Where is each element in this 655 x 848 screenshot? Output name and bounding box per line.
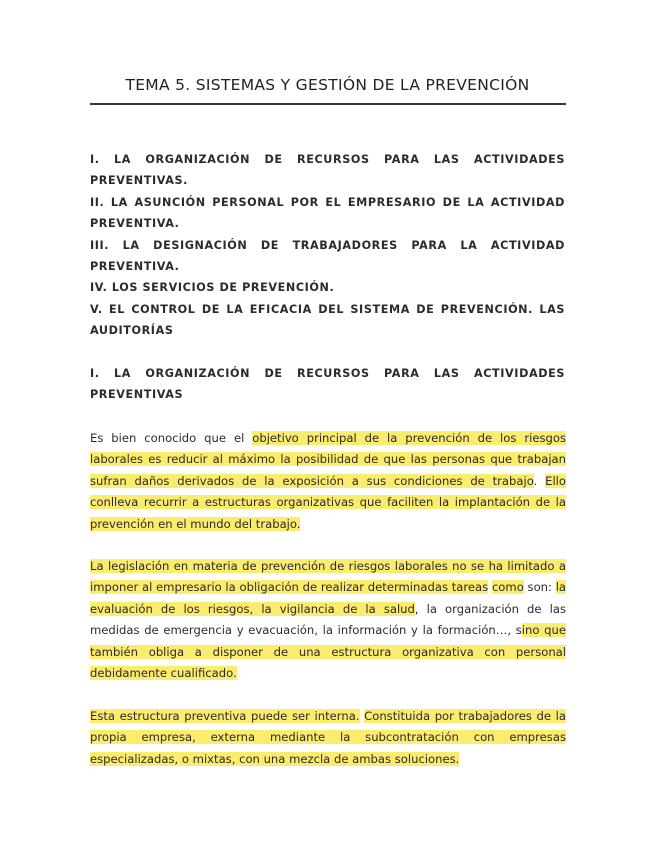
highlighted-text: ino que también obliga a disponer de una estructura organizativa con personal debidamente cualificado. (90, 623, 566, 681)
toc-item: I. LA ORGANIZACIÓN DE RECURSOS PARA LAS ACTIVIDADES PREVENTIVAS. (90, 153, 565, 188)
toc-item: V. EL CONTROL DE LA EFICACIA DEL SISTEMA DE PREVENCIÓN. LAS AUDITORÍAS (90, 302, 565, 338)
paragraph-2 (90, 556, 566, 684)
highlighted-text: La legislación en materia de prevención de riesgos laborales no se ha limitado a imponer al empresario la obligación de realizar determinadas tareas (90, 559, 566, 595)
text-run: , la organización de las medidas de emergencia y evacuación, la información y la formación…, s (90, 601, 566, 638)
toc-item: III. LA DESIGNACIÓN DE TRABAJADORES PARA LA ACTIVIDAD PREVENTIVA. (90, 238, 565, 274)
toc-item: IV. LOS SERVICIOS DE PREVENCIÓN. (90, 281, 335, 295)
highlighted-text: como (491, 580, 524, 595)
paragraph-3 (90, 706, 566, 770)
text-run: Es bien conocido que el (90, 431, 253, 445)
highlighted-text: la evaluación de los riesgos, la vigilancia de la salud (90, 580, 567, 616)
highlighted-text: objetivo principal de la prevención de los riesgos laborales es reducir al máximo la posibilidad de que las personas que trabajan sufran daños derivados de la exposición a sus condiciones de trabajo (90, 431, 566, 488)
title-divider (90, 103, 566, 105)
highlighted-text: Constituida por trabajadores de la propia empresa, externa mediante la subcontratación con empresas especializadas, o mixtas, con una mezcla de ambas soluciones. (90, 709, 567, 766)
section-heading: I. LA ORGANIZACIÓN DE RECURSOS PARA LAS ACTIVIDADES PREVENTIVAS (90, 367, 565, 402)
highlighted-text: Esta estructura preventiva puede ser interna. (90, 709, 360, 723)
paragraph-1 (90, 428, 566, 535)
text-run: . (533, 473, 546, 488)
text-run: son: (523, 580, 556, 595)
highlighted-text: Ello conlleva recurrir a estructuras organizativas que faciliten la implantación de la prevención en el mundo del trabajo. (90, 473, 566, 531)
document-title: TEMA 5. SISTEMAS Y GESTIÓN DE LA PREVENCIÓN (125, 76, 530, 94)
table-of-contents (90, 149, 565, 342)
toc-item: II. LA ASUNCIÓN PERSONAL POR EL EMPRESARIO DE LA ACTIVIDAD PREVENTIVA. (90, 195, 565, 231)
